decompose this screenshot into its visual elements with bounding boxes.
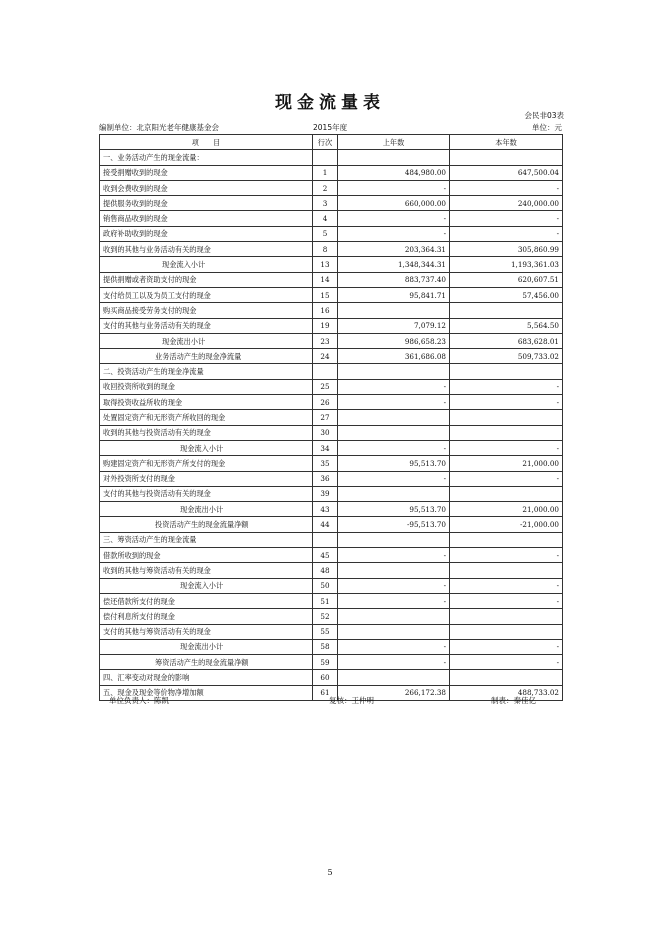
reviewer: 复核：王仲明 [329, 696, 374, 705]
row-prev-year: - [338, 593, 450, 608]
row-prev-year [338, 303, 450, 318]
table-row [100, 517, 563, 532]
row-current-year [450, 425, 563, 440]
table-row [100, 226, 563, 241]
row-item: 借款所收到的现金 [100, 548, 313, 563]
row-current-year [450, 532, 563, 547]
row-item: 偿还借款所支付的现金 [100, 593, 313, 608]
row-prev-year: - [338, 440, 450, 455]
row-current-year: - [450, 211, 563, 226]
table-row [100, 471, 563, 486]
row-item: 业务活动产生的现金净流量 [100, 349, 313, 364]
row-item: 二、投资活动产生的现金净流量 [100, 364, 313, 379]
row-line [313, 150, 338, 165]
row-prev-year: -95,513.70 [338, 517, 450, 532]
row-prev-year: - [338, 180, 450, 195]
form-code: 会民非03表 [524, 111, 564, 120]
table-row [100, 287, 563, 302]
organization-name: 编制单位：北京阳光老年健康基金会 [99, 123, 219, 132]
row-prev-year: 484,980.00 [338, 165, 450, 180]
row-line: 55 [313, 624, 338, 639]
row-current-year [450, 670, 563, 685]
row-line: 36 [313, 471, 338, 486]
row-current-year [450, 563, 563, 578]
row-item: 一、业务活动产生的现金流量： [100, 150, 313, 165]
row-current-year: - [450, 548, 563, 563]
row-current-year [450, 364, 563, 379]
row-item: 现金流出小计 [100, 502, 313, 517]
row-prev-year: - [338, 379, 450, 394]
row-item: 投资活动产生的现金流量净额 [100, 517, 313, 532]
row-prev-year: - [338, 548, 450, 563]
row-line: 16 [313, 303, 338, 318]
row-item: 支付的其他与筹资活动有关的现金 [100, 624, 313, 639]
row-line: 14 [313, 272, 338, 287]
table-row [100, 211, 563, 226]
row-line: 24 [313, 349, 338, 364]
row-current-year: 240,000.00 [450, 196, 563, 211]
currency-unit: 单位：元 [532, 123, 562, 132]
row-item: 接受捐赠收到的现金 [100, 165, 313, 180]
row-item: 收到会费收到的现金 [100, 180, 313, 195]
row-line: 52 [313, 609, 338, 624]
row-prev-year [338, 364, 450, 379]
row-prev-year [338, 609, 450, 624]
row-current-year: - [450, 593, 563, 608]
row-item: 支付给员工以及为员工支付的现金 [100, 287, 313, 302]
row-item: 现金流入小计 [100, 578, 313, 593]
row-prev-year: 95,841.71 [338, 287, 450, 302]
row-item: 收回投资所收到的现金 [100, 379, 313, 394]
row-line: 15 [313, 287, 338, 302]
header-prev-year: 上年数 [338, 135, 450, 150]
row-current-year [450, 609, 563, 624]
table-header-row [100, 135, 563, 150]
table-row [100, 303, 563, 318]
row-line: 45 [313, 548, 338, 563]
row-item: 五、现金及现金等价物净增加额 [100, 685, 313, 700]
row-prev-year: - [338, 578, 450, 593]
row-item: 筹资活动产生的现金流量净额 [100, 655, 313, 670]
row-current-year: - [450, 471, 563, 486]
signature-footer [99, 695, 562, 707]
table-row [100, 165, 563, 180]
row-line: 39 [313, 486, 338, 501]
report-meta [99, 122, 562, 134]
row-current-year: - [450, 655, 563, 670]
row-line: 26 [313, 395, 338, 410]
table-row [100, 563, 563, 578]
cash-flow-table [99, 134, 563, 701]
row-current-year: - [450, 180, 563, 195]
row-line: 43 [313, 502, 338, 517]
row-current-year: 5,564.50 [450, 318, 563, 333]
table-row [100, 410, 563, 425]
row-item: 三、筹资活动产生的现金流量 [100, 532, 313, 547]
table-row [100, 272, 563, 287]
row-prev-year: 1,348,344.31 [338, 257, 450, 272]
table-row [100, 318, 563, 333]
row-prev-year: 7,079.12 [338, 318, 450, 333]
header-line: 行次 [313, 135, 338, 150]
row-current-year: 620,607.51 [450, 272, 563, 287]
row-line: 51 [313, 593, 338, 608]
header-current-year: 本年数 [450, 135, 563, 150]
row-current-year: - [450, 395, 563, 410]
row-line [313, 532, 338, 547]
row-prev-year: - [338, 639, 450, 654]
row-line: 13 [313, 257, 338, 272]
row-line: 8 [313, 242, 338, 257]
row-line: 1 [313, 165, 338, 180]
row-line: 19 [313, 318, 338, 333]
row-prev-year [338, 150, 450, 165]
row-prev-year: 95,513.70 [338, 456, 450, 471]
report-title: 现金流量表 [275, 93, 385, 113]
row-line: 30 [313, 425, 338, 440]
row-item: 提供服务收到的现金 [100, 196, 313, 211]
row-line: 60 [313, 670, 338, 685]
row-item: 政府补助收到的现金 [100, 226, 313, 241]
table-row [100, 379, 563, 394]
row-line: 23 [313, 333, 338, 348]
page-number: 5 [327, 868, 333, 877]
row-current-year [450, 486, 563, 501]
row-item: 收到的其他与业务活动有关的现金 [100, 242, 313, 257]
row-prev-year: 986,658.23 [338, 333, 450, 348]
row-item: 购买商品接受劳务支付的现金 [100, 303, 313, 318]
table-row [100, 578, 563, 593]
row-item: 处置固定资产和无形资产所收回的现金 [100, 410, 313, 425]
row-prev-year: - [338, 471, 450, 486]
row-item: 提供捐赠或者资助支付的现金 [100, 272, 313, 287]
row-item: 收到的其他与投资活动有关的现金 [100, 425, 313, 440]
table-row [100, 180, 563, 195]
table-row [100, 364, 563, 379]
row-item: 对外投资所支付的现金 [100, 471, 313, 486]
table-row [100, 257, 563, 272]
row-current-year: - [450, 379, 563, 394]
report-year: 2015年度 [313, 123, 348, 132]
row-prev-year [338, 486, 450, 501]
table-row [100, 349, 563, 364]
table-row [100, 502, 563, 517]
row-current-year: - [450, 440, 563, 455]
table-row [100, 150, 563, 165]
row-line: 34 [313, 440, 338, 455]
table-row [100, 593, 563, 608]
row-line: 58 [313, 639, 338, 654]
table-row [100, 486, 563, 501]
table-row [100, 395, 563, 410]
row-prev-year [338, 624, 450, 639]
table-row [100, 440, 563, 455]
table-row [100, 196, 563, 211]
row-item: 支付的其他与投资活动有关的现金 [100, 486, 313, 501]
row-prev-year: - [338, 211, 450, 226]
table-row [100, 670, 563, 685]
row-current-year [450, 303, 563, 318]
table-row [100, 532, 563, 547]
row-line: 59 [313, 655, 338, 670]
row-item: 现金流出小计 [100, 333, 313, 348]
row-current-year: 21,000.00 [450, 502, 563, 517]
row-prev-year: 660,000.00 [338, 196, 450, 211]
row-item: 偿付利息所支付的现金 [100, 609, 313, 624]
row-line: 2 [313, 180, 338, 195]
row-prev-year: 883,737.40 [338, 272, 450, 287]
row-item: 现金流入小计 [100, 440, 313, 455]
table-row [100, 242, 563, 257]
row-item: 取得投资收益所收的现金 [100, 395, 313, 410]
row-item: 现金流出小计 [100, 639, 313, 654]
row-prev-year [338, 410, 450, 425]
row-current-year [450, 624, 563, 639]
row-line: 35 [313, 456, 338, 471]
row-item: 现金流入小计 [100, 257, 313, 272]
row-line: 48 [313, 563, 338, 578]
row-line [313, 364, 338, 379]
header-item: 项 目 [100, 135, 313, 150]
row-current-year: - [450, 226, 563, 241]
row-line: 44 [313, 517, 338, 532]
row-prev-year: 266,172.38 [338, 685, 450, 700]
table-row [100, 624, 563, 639]
row-current-year: 57,456.00 [450, 287, 563, 302]
row-item: 销售商品收到的现金 [100, 211, 313, 226]
row-line: 27 [313, 410, 338, 425]
row-prev-year: 203,364.31 [338, 242, 450, 257]
row-line: 3 [313, 196, 338, 211]
row-item: 购建固定资产和无形资产所支付的现金 [100, 456, 313, 471]
row-prev-year [338, 563, 450, 578]
row-prev-year: - [338, 655, 450, 670]
row-line: 61 [313, 685, 338, 700]
row-line: 5 [313, 226, 338, 241]
row-prev-year: - [338, 226, 450, 241]
row-current-year: 509,733.02 [450, 349, 563, 364]
row-current-year: 305,860.99 [450, 242, 563, 257]
table-row [100, 425, 563, 440]
row-prev-year: 95,513.70 [338, 502, 450, 517]
row-prev-year [338, 425, 450, 440]
row-line: 4 [313, 211, 338, 226]
row-line: 25 [313, 379, 338, 394]
row-item: 四、汇率变动对现金的影响 [100, 670, 313, 685]
table-row [100, 456, 563, 471]
table-row [100, 639, 563, 654]
table-row [100, 655, 563, 670]
row-current-year [450, 150, 563, 165]
row-prev-year [338, 532, 450, 547]
row-current-year: - [450, 639, 563, 654]
row-prev-year: 361,686.08 [338, 349, 450, 364]
row-current-year: -21,000.00 [450, 517, 563, 532]
responsible-person: 单位负责人：陈凯 [109, 696, 169, 705]
row-prev-year [338, 670, 450, 685]
row-line: 50 [313, 578, 338, 593]
preparer: 制表：秦佳亿 [491, 696, 536, 705]
table-row [100, 333, 563, 348]
row-current-year: 488,733.02 [450, 685, 563, 700]
row-item: 支付的其他与业务活动有关的现金 [100, 318, 313, 333]
row-current-year: 647,500.04 [450, 165, 563, 180]
row-current-year: 21,000.00 [450, 456, 563, 471]
row-current-year [450, 410, 563, 425]
row-item: 收到的其他与筹资活动有关的现金 [100, 563, 313, 578]
row-current-year: 683,628.01 [450, 333, 563, 348]
table-row [100, 609, 563, 624]
row-current-year: 1,193,361.03 [450, 257, 563, 272]
row-current-year: - [450, 578, 563, 593]
row-prev-year: - [338, 395, 450, 410]
table-row [100, 548, 563, 563]
